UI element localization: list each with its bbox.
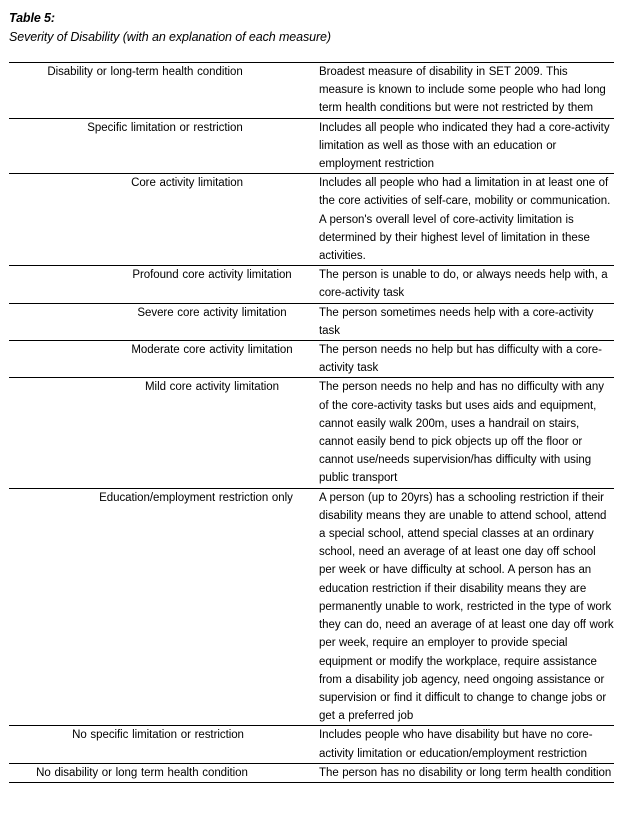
table-caption-subtitle: Severity of Disability (with an explanation of each measure) (9, 30, 331, 44)
table-row (9, 341, 614, 378)
measure-label: Specific limitation or restriction (87, 121, 243, 134)
measure-label: Education/employment restriction only (99, 491, 293, 504)
description-cell (319, 63, 614, 119)
description-text: Includes all people who had a limitation in at least one of the core activities of self-care, mobility or communication. A person's overall level of core-activity limitation is determined by their highest level of limitation in these activities. (319, 177, 611, 263)
table-row (9, 174, 614, 266)
measure-cell (9, 763, 319, 782)
measure-cell (9, 378, 319, 488)
description-cell (319, 118, 614, 174)
measure-cell (9, 266, 319, 303)
table-caption-label: Table 5: (9, 11, 55, 25)
measure-cell (9, 726, 319, 763)
description-text: Broadest measure of disability in SET 2009. This measure is known to include some people who had long term health conditions but were not restricted by them (319, 66, 606, 115)
table-row (9, 118, 614, 174)
measure-label: Moderate core activity limitation (131, 344, 293, 357)
description-text: The person is unable to do, or always needs help with, a core-activity task (319, 269, 608, 300)
measure-label: No disability or long term health condition (36, 766, 248, 779)
measure-label: No specific limitation or restriction (72, 729, 244, 742)
description-cell (319, 726, 614, 763)
description-cell (319, 763, 614, 782)
table-caption (9, 0, 615, 47)
table-row (9, 378, 614, 488)
description-cell (319, 266, 614, 303)
measure-label: Profound core activity limitation (132, 269, 292, 282)
measure-cell (9, 303, 319, 340)
table-row (9, 266, 614, 303)
description-cell (319, 303, 614, 340)
description-text: The person sometimes needs help with a core-activity task (319, 306, 594, 337)
description-text: The person needs no help but has difficulty with a core-activity task (319, 344, 602, 375)
table-row (9, 763, 614, 782)
table-row (9, 488, 614, 726)
measure-cell (9, 341, 319, 378)
description-cell (319, 378, 614, 488)
description-cell (319, 488, 614, 726)
description-text: Includes people who have disability but have no core-activity limitation or education/employment restriction (319, 729, 593, 760)
description-cell (319, 341, 614, 378)
table-row (9, 726, 614, 763)
description-cell (319, 174, 614, 266)
table-row (9, 303, 614, 340)
severity-of-disability-table (9, 62, 614, 783)
measure-cell (9, 118, 319, 174)
measure-label: Disability or long-term health condition (47, 66, 243, 78)
measure-cell (9, 63, 319, 119)
measure-cell (9, 174, 319, 266)
measure-label: Mild core activity limitation (145, 381, 279, 394)
table-row (9, 63, 614, 119)
description-text: The person needs no help and has no difficulty with any of the core-activity tasks but uses aids and equipment, cannot easily walk 200m, uses a handrail on stairs, cannot easily bend to pick objects up off the floor or cannot use/needs supervision/has difficulty with using public transport (319, 381, 604, 485)
description-text: Includes all people who indicated they had a core-activity limitation as well as those with an education or employment restriction (319, 121, 610, 171)
table-container (9, 62, 615, 783)
description-text: The person has no disability or long term health condition (319, 766, 612, 779)
measure-cell (9, 488, 319, 726)
measure-label: Core activity limitation (131, 177, 243, 190)
measure-label: Severe core activity limitation (137, 306, 287, 319)
description-text: A person (up to 20yrs) has a schooling restriction if their disability means they are unable to attend school, attend a special school, attend special classes at an ordinary school, need an average of at least one day off school per week or have difficulty at school. A person has an education restriction if their disability means they are permanently unable to work, restricted in the type of work they can do, need an average of at least one day off work per week, require an employer to provide special equipment or modify the workplace, require assistance from a disability job agency, need ongoing assistance or supervision or find it difficult to change to change jobs or get a preferred job (319, 491, 614, 723)
